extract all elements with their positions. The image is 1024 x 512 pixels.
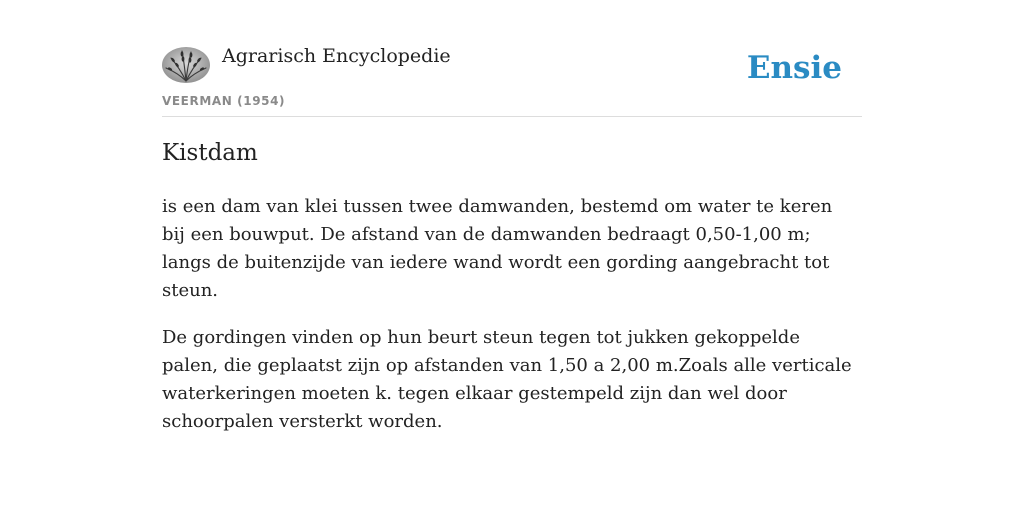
article-paragraph: is een dam van klei tussen twee damwanden, bestemd om water te keren bij een bouwput. De afstand van de damwanden bedraagt 0,50-1,00 m; langs de buitenzijde van iedere wand wordt een gording aangebracht tot steun. (162, 196, 833, 301)
header (162, 44, 862, 117)
wheat-ear-logo-icon[interactable] (162, 47, 210, 83)
encyclopedia-title-link[interactable]: Agrarisch Encyclopedie (222, 45, 451, 67)
article-title: Kistdam (162, 140, 258, 166)
article-body (162, 193, 852, 455)
article-paragraph: De gordingen vinden op hun beurt steun tegen tot jukken gekoppelde palen, die geplaatst zijn op afstanden van 1,50 a 2,00 m.Zoals alle verticale waterkeringen moeten k. tegen elkaar gestempeld zijn dan wel door schoorpalen versterkt worden. (162, 327, 852, 432)
ensie-brand-logo[interactable]: Ensie (746, 50, 842, 86)
edition-label: VEERMAN (1954) (162, 94, 286, 108)
